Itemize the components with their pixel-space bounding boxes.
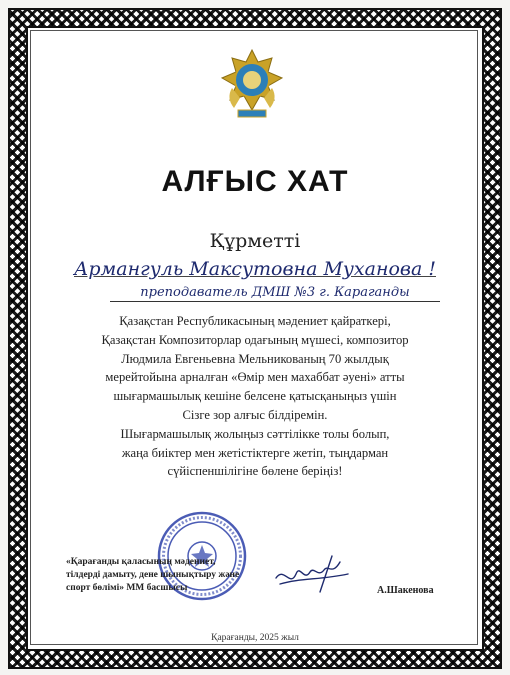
recipient-position: преподаватель ДМШ №3 г. Караганды [110,285,440,302]
recipient-name: Армангуль Максутовна Муханова ! [74,258,436,280]
org-line: тілдерді дамыту, дене шынықтыру және [66,570,240,580]
body-line: Сізге зор алғыс білдіремін. [182,407,328,422]
org-line: «Қарағанды қаласының мәдениет, [66,557,216,567]
organization-block [66,556,266,595]
body-line: сүйіспеншілігіне бөлене беріңіз! [167,464,343,479]
document-title: АЛҒЫС ХАТ [161,165,349,198]
signature-icon [270,548,352,596]
body-line: жаңа биіктер мен жетістіктерге жетіп, тыңдарман [121,445,389,460]
footer-place-year: Қарағанды, 2025 жыл [211,633,299,643]
state-emblem-icon [218,48,286,122]
body-line: Қазақстан Республикасының мәдениет қайраткері, [119,314,391,328]
signer-name: А.Шакенова [377,585,434,596]
body-line: Қазақстан Композиторлар одағының мүшесі, композитор [101,332,409,347]
body-line: Людмила Евгеньевна Мельникованың 70 жылдық [121,351,389,366]
salutation: Құрметті [209,230,301,252]
body-line: шығармашылық кешіне белсене қатысқаныңыз үшін [113,389,397,404]
org-line: спорт бөлімі» ММ басшысы [66,583,188,593]
body-line: Шығармашылық жолыңыз сәттілікке толы болып, [120,426,390,441]
body-line: мерейтойына арналған «Өмір мен махаббат әуені» атты [105,370,405,385]
body-text [70,312,440,481]
